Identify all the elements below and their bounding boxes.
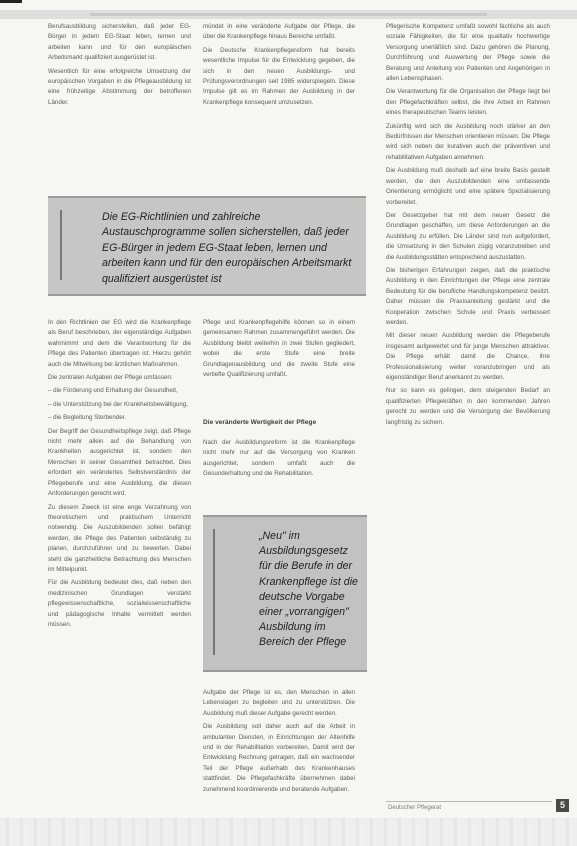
paragraph: Die Ausbildung muß deshalb auf eine breite Basis gestellt werden, die den Auszubildenden eine umfassende Orientierung ermöglicht und eine spätere Spezialisierung vorbereitet.	[386, 167, 550, 206]
paragraph: Pflegerische Kompetenz umfaßt sowohl fachliche als auch soziale Fähigkeiten, die für eine qualitativ hochwertige Versorgung unerläßlich sind. Dazu gehören die Planung, Durchführung und Auswertung der Pflege sowie die Beratung und Anleitung von Patienten und Angehörigen in allen Lebensphasen.	[386, 23, 550, 83]
column-2-middle	[203, 318, 355, 408]
header-rule	[0, 0, 22, 3]
paragraph: Die bisherigen Erfahrungen zeigen, daß die praktische Ausbildung in den Einrichtungen der Pflege eine zentrale Bedeutung für die berufliche Handlungskompetenz besitzt. Daher müssen die Praxisanleitung gestärkt und die Kooperation zwischen Schule und Praxis verbessert werden.	[386, 266, 550, 326]
page-number: 5	[556, 799, 569, 812]
running-header-band	[90, 13, 487, 16]
column-2-bottom	[203, 688, 355, 808]
column-2-section	[203, 438, 355, 496]
footer-label: Deutscher Pflegerat	[388, 805, 442, 811]
list-item: – die Unterstützung bei der Krankheitsbewältigung,	[48, 400, 188, 408]
paragraph: Nur so kann es gelingen, dem steigenden Bedarf an qualifizierten Pflegekräften in den kommenden Jahren gerecht zu werden und die Versorgung der Bevölkerung langfristig zu sichern.	[386, 387, 550, 426]
pull-quote-text: Die EG-Richtlinien und zahlreiche Austauschprogramme sollen sicherstellen, daß jeder EG-Bürger in jedem EG-Staat leben, lernen und arbeiten kann und für den europäischen Arbeitsmarkt qualifiziert ausgerüstet ist	[102, 211, 352, 285]
column-1-bottom	[48, 318, 191, 808]
scan-artifact	[0, 818, 577, 846]
running-header-bar	[0, 10, 577, 19]
paragraph: Zu diesem Zweck ist eine enge Verzahnung von theoretischem und praktischem Unterricht notwendig. Die Auszubildenden sollen befähigt werden, die Pflege des Patienten selbständig zu planen, durchzuführen und zu bewerten. Dabei steht die ganzheitliche Betrachtung des Menschen im Mittelpunkt.	[48, 503, 191, 573]
paragraph: Berufsausbildung sicherstellen, daß jeder EG-Bürger in jedem EG-Staat leben, lernen und arbeiten kann und für den europäischen Arbeitsmarkt qualifiziert ausgerüstet ist.	[48, 23, 191, 62]
paragraph: Der Gesetzgeber hat mit dem neuen Gesetz die Grundlagen geschaffen, um diese Anforderungen an die Ausbildung zu erfüllen. Die Länder sind nun aufgefordert, die Umsetzung in den Schulen zügig voranzutreiben und die Ausbildungsstätten entsprechend auszustatten.	[386, 211, 550, 261]
paragraph: Zukünftig wird sich die Ausbildung noch stärker an den Bedürfnissen der Menschen orientieren müssen. Die Pflege wird sich neben der kurativen auch der präventiven und rehabilitativen Aufgaben annehmen.	[386, 122, 550, 161]
column-2-top	[203, 22, 355, 177]
quote-bar	[60, 210, 70, 280]
pull-quote-eu	[48, 196, 366, 296]
pull-quote-law	[203, 515, 367, 672]
quote-bar	[213, 529, 223, 655]
paragraph: Wesentlich für eine erfolgreiche Umsetzung der europäischen Vorgaben in die Pflegeausbildung ist eine frühzeitige Abstimmung der betroffenen Länder.	[48, 67, 191, 106]
paragraph: Pflege und Krankenpflegehilfe können so in einem gemeinsamen Rahmen zusammengeführt werden. Die Ausbildung bleibt weiterhin in zwei Stufen gegliedert, wobei die erste Stufe eine breite Grundlagenausbildung und die zweite Stufe eine vertiefte Qualifizierung umfaßt.	[203, 319, 355, 379]
paragraph: Nach der Ausbildungsreform ist die Krankenpflege nicht mehr nur auf die Versorgung von Kranken ausgerichtet, sondern umfaßt auch die Gesunderhaltung und die Rehabilitation.	[203, 439, 355, 478]
paragraph: Die Deutsche Krankenpflegereform hat bereits wesentliche Impulse für die Entwicklung gegeben, die sich in den neuen Ausbildungs- und Prüfungsverordnungen seit 1985 widerspiegeln. Diese Impulse gilt es im Rahmen der Ausbildung in der Krankenpflege konsequent umzusetzen.	[203, 46, 355, 106]
paragraph: Die Ausbildung soll daher auch auf die Arbeit in ambulanten Diensten, in Einrichtungen der Altenhilfe und in der Rehabilitation vorbereiten. Damit wird der Entwicklung Rechnung getragen, daß ein wachsender Teil der Pflege außerhalb des Krankenhauses stattfindet. Die Pflegefachkräfte übernehmen dabei zunehmend koordinierende und beratende Aufgaben.	[203, 723, 355, 793]
column-3	[386, 22, 550, 802]
paragraph: Der Begriff der Gesundheitspflege zeigt, daß Pflege nicht mehr allein auf die Behandlung von Krankheiten ausgerichtet ist, sondern den Menschen in seiner Gesamtheit betrachtet. Dies erfordert ein verändertes Selbstverständnis der Pflegeberufe und eine Ausbildung, die diesen Anforderungen gerecht wird.	[48, 427, 191, 498]
footer-rule	[386, 801, 552, 802]
paragraph: Die Verantwortung für die Organisation der Pflege liegt bei den Pflegefachkräften selbst, die ihre Arbeit im Rahmen eines therapeutischen Teams leisten.	[386, 88, 550, 117]
paragraph: mündet in eine veränderte Aufgabe der Pflege, die über die Krankenpflege hinaus Bereiche umfaßt.	[203, 23, 355, 41]
paragraph: Für die Ausbildung bedeutet dies, daß neben den medizinischen Grundlagen verstärkt pflegewissenschaftliche, sozialwissenschaftliche und pädagogische Inhalte vermittelt werden müssen.	[48, 579, 191, 628]
paragraph: In den Richtlinien der EG wird die Krankenpflege als Beruf beschrieben, der eigenständige Aufgaben wahrnimmt und dem die Verantwortung für die Pflege des Patienten übertragen ist. Hierzu gehört auch die Mitwirkung bei ärztlichen Maßnahmen.	[48, 319, 191, 368]
paragraph: Die zentralen Aufgaben der Pflege umfassen:	[48, 374, 173, 382]
list-item: – die Förderung und Erhaltung der Gesundheit,	[48, 387, 178, 395]
paragraph: Mit dieser neuen Ausbildung werden die Pflegeberufe insgesamt aufgewertet und für junge Menschen attraktiver. Die Pflege erhält damit die Chance, ihre Professionalisierung weiter voranzubringen und als eigenständiger Beruf anerkannt zu werden.	[386, 332, 550, 381]
section-subheading: Die veränderte Wertigkeit der Pflege	[203, 419, 317, 426]
pull-quote-text: „Neu" im Ausbildungsgesetz für die Berufe in der Krankenpflege ist die deutsche Vorgabe einer „vorrangigen" Ausbildung im Bereich der Pflege	[259, 530, 358, 649]
column-1-top	[48, 22, 191, 172]
list-item: – die Begleitung Sterbender.	[48, 414, 127, 422]
paragraph: Aufgabe der Pflege ist es, den Menschen in allen Lebenslagen zu begleiten und zu unterstützen. Die Ausbildung muß dieser Aufgabe gerecht werden.	[203, 689, 355, 717]
